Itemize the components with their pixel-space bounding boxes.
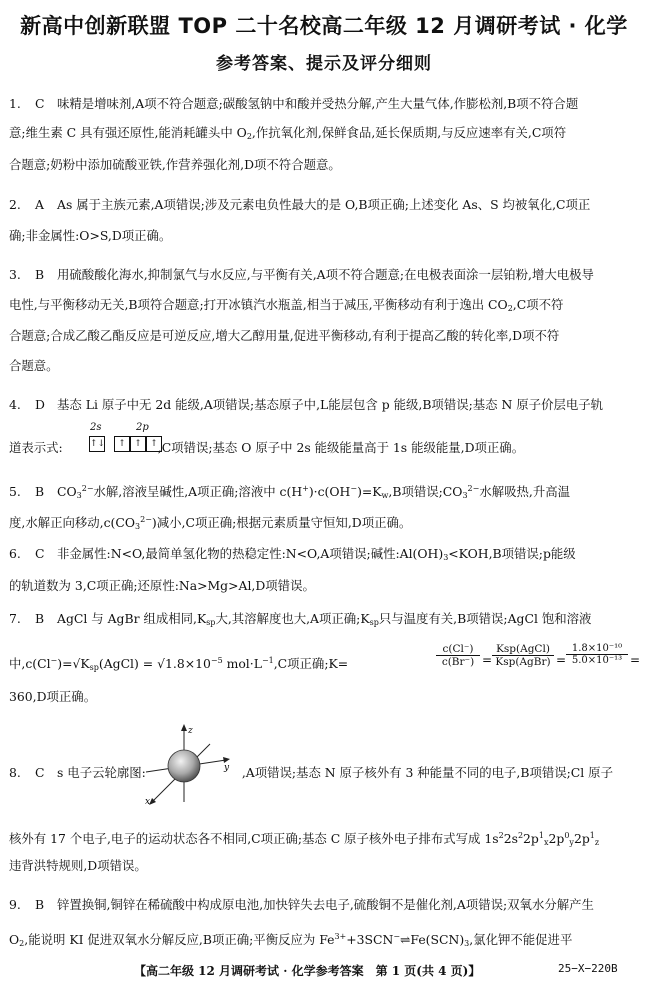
q8-t7: 2p — [573, 831, 590, 846]
q6-text-2: 的轨道数为 3,C项正确;还原性:Na>Mg>Al,D项错误。 — [9, 578, 315, 593]
q4-number: 4. — [9, 397, 21, 412]
q7-frac2-num: Ksp(AgCl) — [492, 643, 554, 656]
q7-frac3-den: 5.0×10⁻¹³ — [571, 655, 623, 666]
orbital-box-2s: ↑↓ — [89, 436, 105, 452]
q8-t6: 2p — [548, 831, 565, 846]
footer-text: 【高二年级 12 月调研考试 · 化学参考答案 第 1 页(共 4 页)】 — [134, 964, 481, 978]
q6-s1: 3 — [443, 553, 449, 562]
q8-number: 8. — [9, 765, 21, 780]
q9-t1: O — [9, 932, 20, 947]
q5-line-2 — [9, 512, 639, 535]
q5-line-1 — [9, 481, 639, 504]
q9-line-1 — [9, 897, 639, 913]
axis-y-label: y — [224, 763, 230, 773]
q5-t5: ,B项错误;CO — [388, 484, 463, 499]
orbital-2s-label: 2s — [90, 422, 102, 433]
orbital-box-2p-3: ↑ — [146, 436, 162, 452]
q7-number: 7. — [9, 611, 21, 626]
q7-frac3-num: 1.8×10⁻¹⁰ — [566, 643, 628, 655]
q7-t2: 大,其溶解度也大,A项正确;K — [215, 611, 370, 626]
q2-line-2 — [9, 228, 639, 244]
q7-t3: 只与温度有关,B项错误;AgCl 饱和溶液 — [378, 611, 592, 626]
q9-text-1: 锌置换铜,铜锌在稀硫酸中构成原电池,加快锌失去电子,硫酸铜不是催化剂,A项错误;双氧水分解产生 — [57, 897, 594, 912]
q9-u1: 3+ — [334, 932, 347, 941]
q7-u2: −5 — [210, 656, 223, 665]
q9-u2: − — [393, 932, 401, 941]
q9-s1: 2 — [19, 939, 25, 948]
q3-text-2a: 电性,与平衡移动无关,B项符合题意;打开冰镇汽水瓶盖,相当于减压,平衡移动有利于逸出 CO — [9, 297, 508, 312]
q5-t1: CO — [57, 484, 77, 499]
q7-eq-2: = — [556, 653, 567, 667]
q6-number: 6. — [9, 546, 21, 561]
q2-text-2: 确;非金属性:O>S,D项正确。 — [9, 228, 172, 243]
q5-t8: )减小,C项正确;根据元素质量守恒知,D项正确。 — [151, 515, 412, 530]
q3-text-3: 合题意;合成乙酸乙酯反应是可逆反应,增大乙醇用量,促进平衡移动,有利于提高乙酸的转化率,D项不符 — [9, 328, 560, 343]
q8-line-2 — [9, 828, 639, 851]
q8-t4: 2s — [503, 831, 518, 846]
q7-frac1-den: c(Br⁻) — [441, 656, 475, 668]
q5-t4: )=K — [357, 484, 382, 499]
q5-number: 5. — [9, 484, 21, 499]
q7-text-3: 360,D项正确。 — [9, 689, 97, 704]
q3-text-4: 合题意。 — [9, 358, 59, 373]
q1-text-2b: ,作抗氧化剂,保鲜食品,延长保质期,与反应速率有关,C项符 — [251, 125, 567, 140]
orbital-box-2p-2: ↑ — [130, 436, 146, 452]
q9-line-2 — [9, 929, 639, 952]
q6-t2: <KOH,B项错误;p能级 — [448, 546, 576, 561]
q7-eq-1: = — [482, 653, 493, 667]
q1-line-1 — [9, 96, 639, 112]
q2-text-1: As 属于主族元素,A项错误;涉及元素电负性最大的是 O,B项正确;上述变化 As、S 均被氧化,C项正 — [57, 197, 591, 212]
q1-text-2a: 意;维生素 C 具有强还原性,能消耗罐头中 O — [9, 125, 247, 140]
q5-t2: 水解,溶液呈碱性,A项正确;溶液中 c(H — [93, 484, 303, 499]
q9-t5: ,氯化钾不能促进平 — [469, 932, 573, 947]
q5-u3: − — [350, 484, 358, 493]
q5-u4: 2− — [467, 484, 480, 493]
q5-t7: 度,水解正向移动,c(CO — [9, 515, 136, 530]
q8-t3: 核外有 17 个电子,电子的运动状态各不相同,C项正确;基态 C 原子核外电子排布式写成 1s — [9, 831, 499, 846]
page-title: 新高中创新联盟 TOP 二十名校高二年级 12 月调研考试 · 化学 — [20, 14, 628, 38]
q4-text-2a: 道表示式: — [9, 440, 63, 455]
q7-line-1 — [9, 611, 639, 631]
q9-s2: 3 — [464, 939, 470, 948]
q9-number: 9. — [9, 897, 21, 912]
q7-t1: AgCl 与 AgBr 组成相同,K — [57, 611, 207, 626]
q3-line-1 — [9, 267, 639, 283]
q8-p3sub: z — [594, 838, 600, 847]
q3-sub: 2 — [507, 304, 513, 313]
q5-u5: 2− — [140, 515, 152, 524]
q3-text-2b: ,C项不符 — [512, 297, 564, 312]
q9-answer: B — [35, 897, 45, 912]
q3-line-2 — [9, 297, 639, 317]
q7-answer: B — [35, 611, 45, 626]
q7-fraction-2 — [492, 643, 554, 668]
orbital-2p-label: 2p — [136, 422, 149, 433]
q8-line-1 — [9, 765, 639, 781]
q9-t3: +3SCN — [346, 932, 394, 947]
q5-u2: + — [302, 484, 309, 493]
q8-line-3 — [9, 858, 639, 874]
q8-p2: 0 — [564, 831, 570, 840]
q7-eq-3: = — [630, 653, 641, 667]
q5-s1: 3 — [76, 491, 82, 500]
axis-x-label: x — [145, 797, 151, 807]
q7-u3: −1 — [261, 656, 274, 665]
q1-text-1: 味精是增味剂,A项不符合题意;碳酸氢钠中和酸并受热分解,产生大量气体,作膨松剂,B项不符合题 — [57, 96, 579, 111]
q7-t8: ,C项正确;K= — [273, 656, 349, 671]
q7-t6: (AgCl) = √1.8×10 — [98, 656, 211, 671]
z-axis-arrow — [181, 724, 187, 731]
q7-line-3 — [9, 689, 639, 705]
q3-number: 3. — [9, 267, 21, 282]
q6-answer: C — [35, 546, 45, 561]
q9-t4: ⇌Fe(SCN) — [400, 932, 465, 947]
q1-number: 1. — [9, 96, 21, 111]
q5-s2: w — [381, 491, 389, 500]
q8-t2: ,A项错误;基态 N 原子核外有 3 种能量不同的电子,B项错误;Cl 原子 — [241, 765, 613, 780]
q4-answer: D — [35, 397, 45, 412]
q7-frac2-den: Ksp(AgBr) — [495, 656, 551, 668]
q3-answer: B — [35, 267, 45, 282]
q4-line-1 — [9, 397, 639, 413]
q5-t3: )·c(OH — [308, 484, 351, 499]
q7-t4: 中,c(Cl — [9, 656, 51, 671]
q8-sup2: 2 — [517, 831, 524, 840]
q3-text-1: 用硫酸酸化海水,抑制氯气与水反应,与平衡有关,A项不符合题意;在电极表面涂一层铂粉,增大电极导 — [57, 267, 594, 282]
q1-line-3 — [9, 157, 639, 173]
q4-text-1: 基态 Li 原子中无 2d 能级,A项错误;基态原子中,L能层包含 p 能级,B项错误;基态 N 原子价层电子轨 — [57, 397, 604, 412]
q9-t2: ,能说明 KI 促进双氧水分解反应,B项正确;平衡反应为 Fe — [24, 932, 335, 947]
q7-s1: sp — [206, 618, 216, 627]
q7-t7: mol·L — [222, 656, 262, 671]
q6-t1: 非金属性:N<O,最简单氢化物的热稳定性:N<O,A项错误;碱性:Al(OH) — [57, 546, 444, 561]
q7-frac1-num: c(Cl⁻) — [436, 643, 480, 656]
q8-t5: 2p — [523, 831, 539, 846]
q8-text-3: 违背洪特规则,D项错误。 — [9, 858, 147, 873]
q8-p1: 1 — [538, 831, 544, 840]
axis-z-label: z — [188, 726, 193, 736]
q5-u1: 2− — [81, 484, 94, 493]
q8-p1sub: x — [543, 838, 549, 847]
q7-fraction-1 — [436, 643, 480, 668]
q7-s3: sp — [89, 663, 99, 672]
q5-s3: 3 — [462, 491, 468, 500]
q8-p3: 1 — [589, 831, 595, 840]
q3-line-4 — [9, 358, 639, 374]
q6-line-2 — [9, 578, 639, 594]
q1-line-2 — [9, 125, 639, 145]
s-orbital-sphere — [168, 750, 200, 782]
q8-answer: C — [35, 765, 45, 780]
q8-p2sub: y — [569, 838, 574, 847]
q2-answer: A — [35, 197, 44, 212]
q3-line-3 — [9, 328, 639, 344]
q8-t1: s 电子云轮廓图: — [57, 765, 146, 780]
footer-code: 25−X−220B — [558, 962, 618, 975]
q7-t5: )=√K — [57, 656, 90, 671]
q1-answer: C — [35, 96, 45, 111]
q5-t6: 水解吸热,升高温 — [479, 484, 571, 499]
q4-text-2b: ,C项错误;基态 O 原子中 2s 能级能量高于 1s 能级能量,D项正确。 — [157, 440, 525, 455]
q7-fraction-3 — [566, 643, 628, 666]
q1-text-3: 合题意;奶粉中添加硫酸亚铁,作营养强化剂,D项不符合题意。 — [9, 157, 341, 172]
q7-s2: sp — [369, 618, 379, 627]
q7-u1: − — [50, 656, 58, 665]
q5-s4: 3 — [135, 522, 141, 531]
s-orbital-diagram — [140, 722, 232, 808]
q2-line-1 — [9, 197, 639, 213]
page-subtitle: 参考答案、提示及评分细则 — [216, 54, 432, 74]
q6-line-1 — [9, 546, 639, 566]
q5-answer: B — [35, 484, 45, 499]
orbital-box-2p-1: ↑ — [114, 436, 130, 452]
q2-number: 2. — [9, 197, 21, 212]
q8-sup1: 2 — [498, 831, 504, 840]
q1-sub: 2 — [246, 132, 252, 141]
